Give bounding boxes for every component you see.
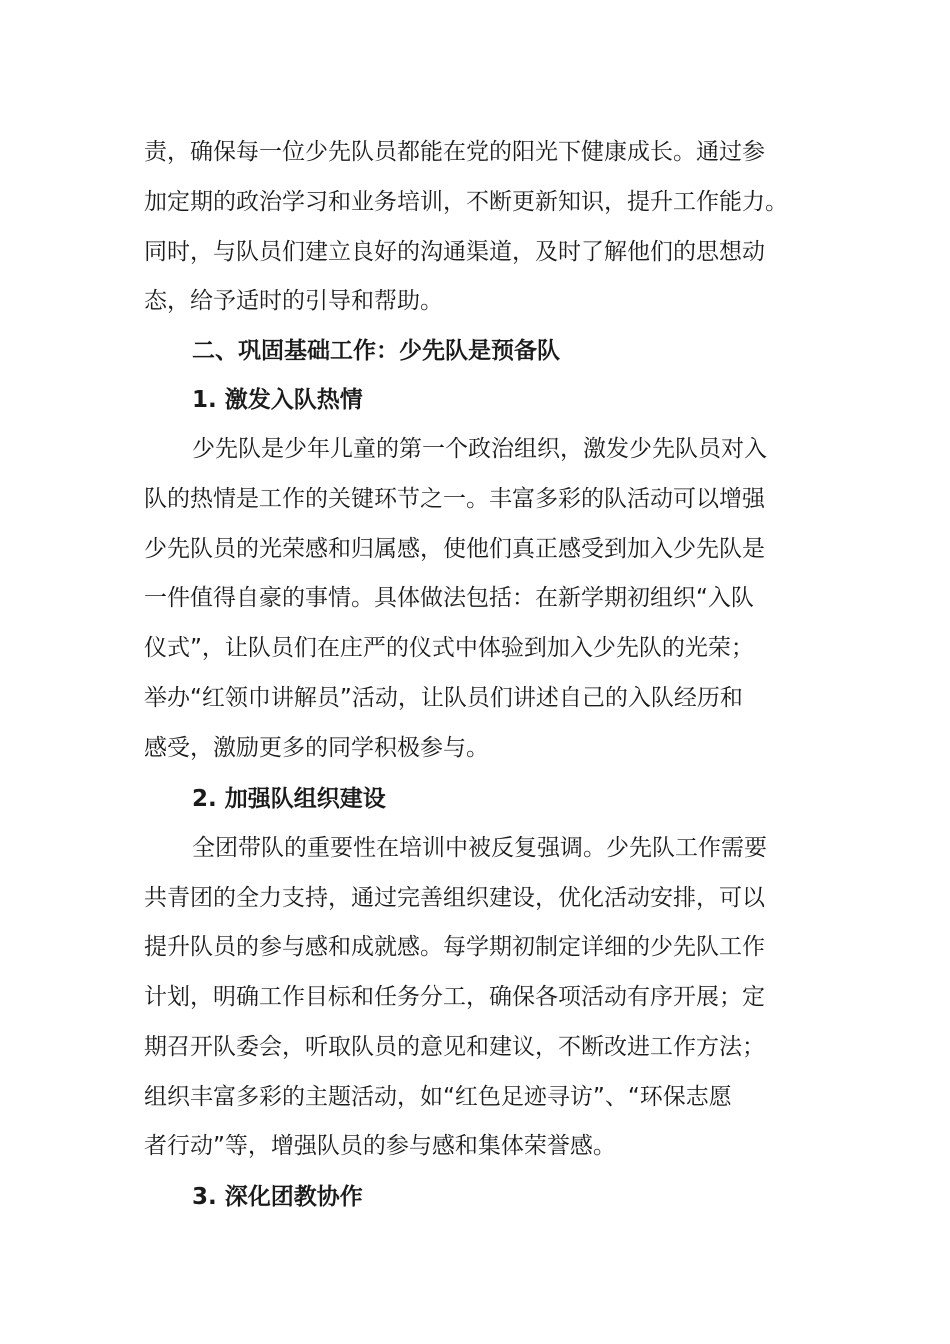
body-text-line: 同时，与队员们建立良好的沟通渠道，及时了解他们的思想动 [144,239,765,265]
body-text-line: 计划，明确工作目标和任务分工，确保各项活动有序开展；定 [144,984,765,1010]
body-text-line: 举办“红领巾讲解员”活动，让队员们讲述自己的入队经历和 [144,685,743,711]
section-heading: 二、巩固基础工作：少先队是预备队 [192,338,560,364]
body-text-line: 责，确保每一位少先队员都能在党的阳光下健康成长。通过参 [144,139,765,165]
body-text-line: 感受，激励更多的同学积极参与。 [144,735,489,761]
body-text-line: 队的热情是工作的关键环节之一。丰富多彩的队活动可以增强 [144,486,765,512]
body-text-line: 共青团的全力支持，通过完善组织建设，优化活动安排，可以 [144,885,765,911]
body-text-line: 态，给予适时的引导和帮助。 [144,288,443,314]
body-text-line: 全团带队的重要性在培训中被反复强调。少先队工作需要 [192,835,767,861]
body-text-line: 仪式”，让队员们在庄严的仪式中体验到加入少先队的光荣； [144,635,754,661]
subsection-heading-1: 1. 激发入队热情 [192,387,363,413]
body-text-line: 组织丰富多彩的主题活动，如“红色足迹寻访”、“环保志愿 [144,1084,732,1110]
body-text-line: 期召开队委会，听取队员的意见和建议，不断改进工作方法； [144,1034,765,1060]
body-text-line: 提升队员的参与感和成就感。每学期初制定详细的少先队工作 [144,934,765,960]
body-text-line: 者行动”等，增强队员的参与感和集体荣誉感。 [144,1133,616,1159]
body-text-line: 少先队是少年儿童的第一个政治组织，激发少先队员对入 [192,436,767,462]
subsection-heading-3: 3. 深化团教协作 [192,1184,363,1210]
subsection-heading-2: 2. 加强队组织建设 [192,786,386,812]
body-text-line: 加定期的政治学习和业务培训，不断更新知识，提升工作能力。 [144,189,788,215]
body-text-line: 少先队员的光荣感和归属感，使他们真正感受到加入少先队是 [144,536,765,562]
body-text-line: 一件值得自豪的事情。具体做法包括：在新学期初组织“入队 [144,585,754,611]
